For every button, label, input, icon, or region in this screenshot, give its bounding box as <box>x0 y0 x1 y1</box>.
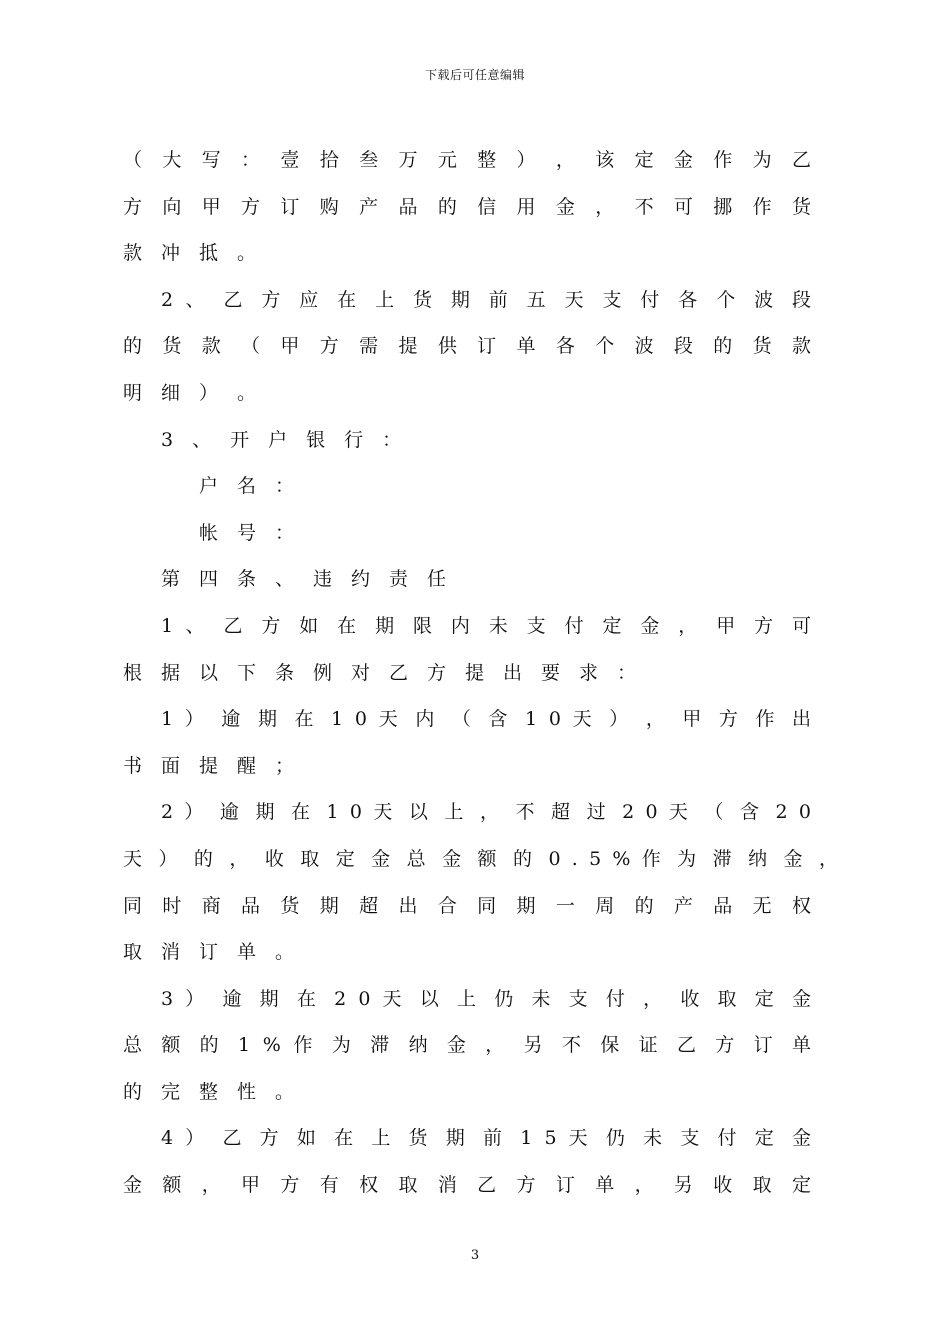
text-line: 的 货 款 （ 甲 方 需 提 供 订 单 各 个 波 段 的 货 款 <box>123 335 811 358</box>
text-line: 的​完​整​性​。 <box>123 1080 314 1103</box>
text-line: 方 向 甲 方 订 购 产 品 的 信 用 金 ， 不 可 挪 作 货 <box>123 195 811 218</box>
text-line: 2 、 乙 方 应 在 上 货 期 前 五 天 支 付 各 个 波 段 <box>161 288 811 311</box>
text-line: 1 ） 逾 期 在 1 0 天 内 （ 含 1 0 天 ） ， 甲 方 作 出 <box>161 708 811 731</box>
text-line: 书​面​提​醒​； <box>123 754 314 777</box>
text-line: 款​冲​抵​。 <box>123 242 276 265</box>
text-line: 总 额 的 1 % 作 为 滞 纳 金 ， 另 不 保 证 乙 方 订 单 <box>123 1034 811 1057</box>
text-line: 明​细​）​。 <box>123 381 276 404</box>
text-line: 天 ） 的 ， 收 取 定 金 总 金 额 的 0 . 5 % 作 为 滞 纳 金 ， <box>123 847 838 870</box>
page-number: 3 <box>470 1248 480 1263</box>
text-line: 帐​号​： <box>199 521 314 544</box>
section-heading: 第​四​条​、​违​约​责​任 <box>161 568 466 591</box>
page-header: 下载后可任意编辑 <box>424 68 525 82</box>
text-line: 3、​开​户​银​行​： <box>161 428 421 451</box>
text-line: 2 ） 逾 期 在 1 0 天 以 上 ， 不 超 过 2 0 天 （ 含 2 0 <box>161 801 811 824</box>
text-line: 户​名​： <box>199 475 314 498</box>
text-line: 1 、 乙 方 如 在 期 限 内 未 支 付 定 金 ， 甲 方 可 <box>161 614 811 637</box>
text-line: 根​据​以​下​条​例​对​乙​方​提​出​要​求​： <box>123 661 656 684</box>
text-line: 4 ） 乙 方 如 在 上 货 期 前 1 5 天 仍 未 支 付 定 金 <box>161 1127 811 1150</box>
text-line: 金 额 ， 甲 方 有 权 取 消 乙 方 订 单 ， 另 收 取 定 <box>123 1174 811 1197</box>
text-line: 取​消​订​单​。 <box>123 941 314 964</box>
document-body <box>123 142 838 1214</box>
text-line: 3 ） 逾 期 在 2 0 天 以 上 仍 未 支 付 ， 收 取 定 金 <box>161 987 811 1010</box>
text-line: （ 大 写 ： 壹 拾 叁 万 元 整 ） ， 该 定 金 作 为 乙 <box>123 149 811 171</box>
text-line: 同 时 商 品 货 期 超 出 合 同 期 一 周 的 产 品 无 权 <box>123 894 811 917</box>
